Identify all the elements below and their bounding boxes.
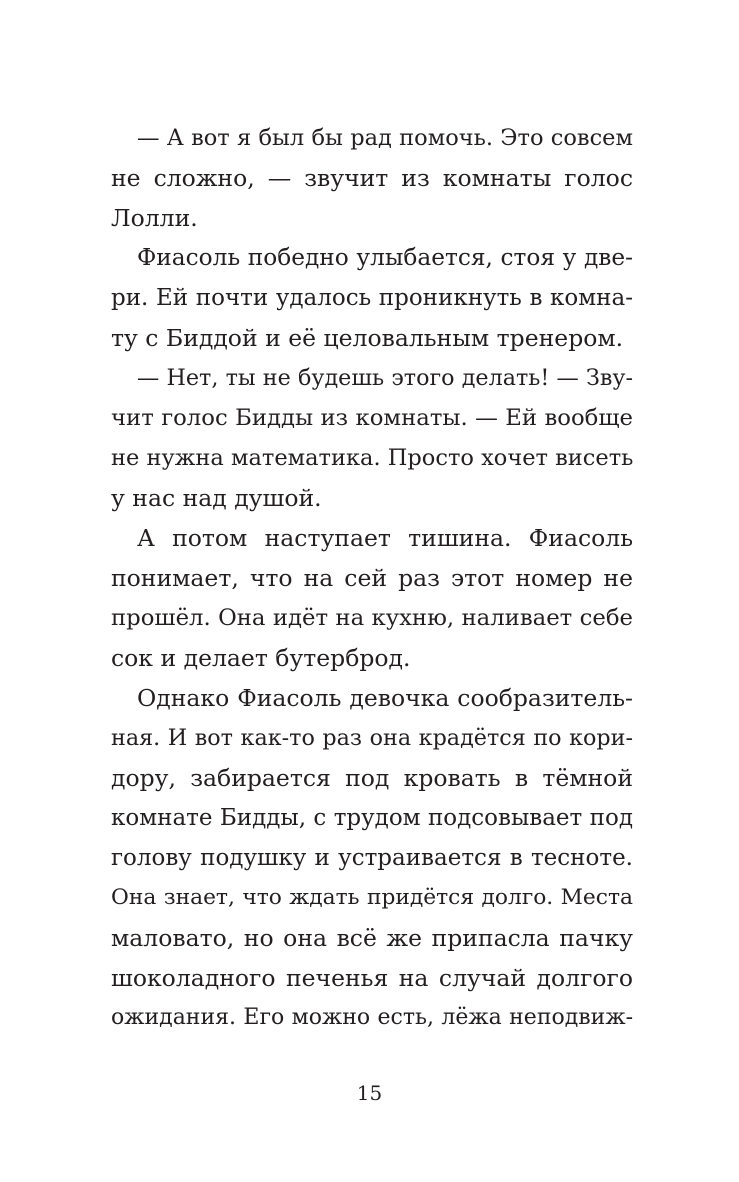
text-line: ожидания. Его можно есть, лёжа неподвиж- [111, 1005, 633, 1030]
text-line: А потом наступает тишина. Фиасоль [137, 524, 633, 552]
text-line: Она знает, что ждать придётся долго. Места [111, 885, 633, 910]
text-line: голову подушку и устраивается в тесноте. [111, 845, 633, 871]
text-line: понимает, что на сей раз этот номер не [111, 564, 633, 592]
text-line: Однако Фиасоль девочка сообразитель- [137, 684, 633, 712]
text-line: — Нет, ты не будешь этого делать! — Зву- [137, 365, 633, 391]
text-line: Фиасоль победно улыбается, стоя у две- [137, 244, 633, 271]
text-line: не сложно, — звучит из комнаты голос [111, 164, 633, 192]
text-line: Лолли. [111, 204, 198, 232]
text-line: ная. И вот как-то раз она крадётся по кори- [111, 725, 633, 751]
text-line: сок и делает бутерброд. [111, 644, 411, 672]
text-line: чит голос Бидды из комнаты. — Ей вообще [111, 405, 633, 431]
page-number: 15 [356, 1081, 383, 1105]
text-line: ри. Ей почти удалось проникнуть в комна- [111, 285, 633, 311]
text-line: комнате Бидды, с трудом подсовывает под [111, 805, 633, 831]
text-line: дору, забирается под кровать в тёмной [111, 764, 633, 792]
text-line: маловато, но она всё же припасла пачку [111, 924, 633, 952]
text-line: прошёл. Она идёт на кухню, наливает себе [111, 605, 633, 631]
text-line: шоколадного печенья на случай долгого [111, 964, 633, 992]
text-line: — А вот я был бы рад помочь. Это совсем [137, 125, 633, 151]
text-line: у нас над душой. [111, 484, 322, 512]
text-line: не нужна математика. Просто хочет висеть [111, 445, 634, 471]
text-line: ту с Биддой и её целовальным тренером. [111, 324, 624, 352]
